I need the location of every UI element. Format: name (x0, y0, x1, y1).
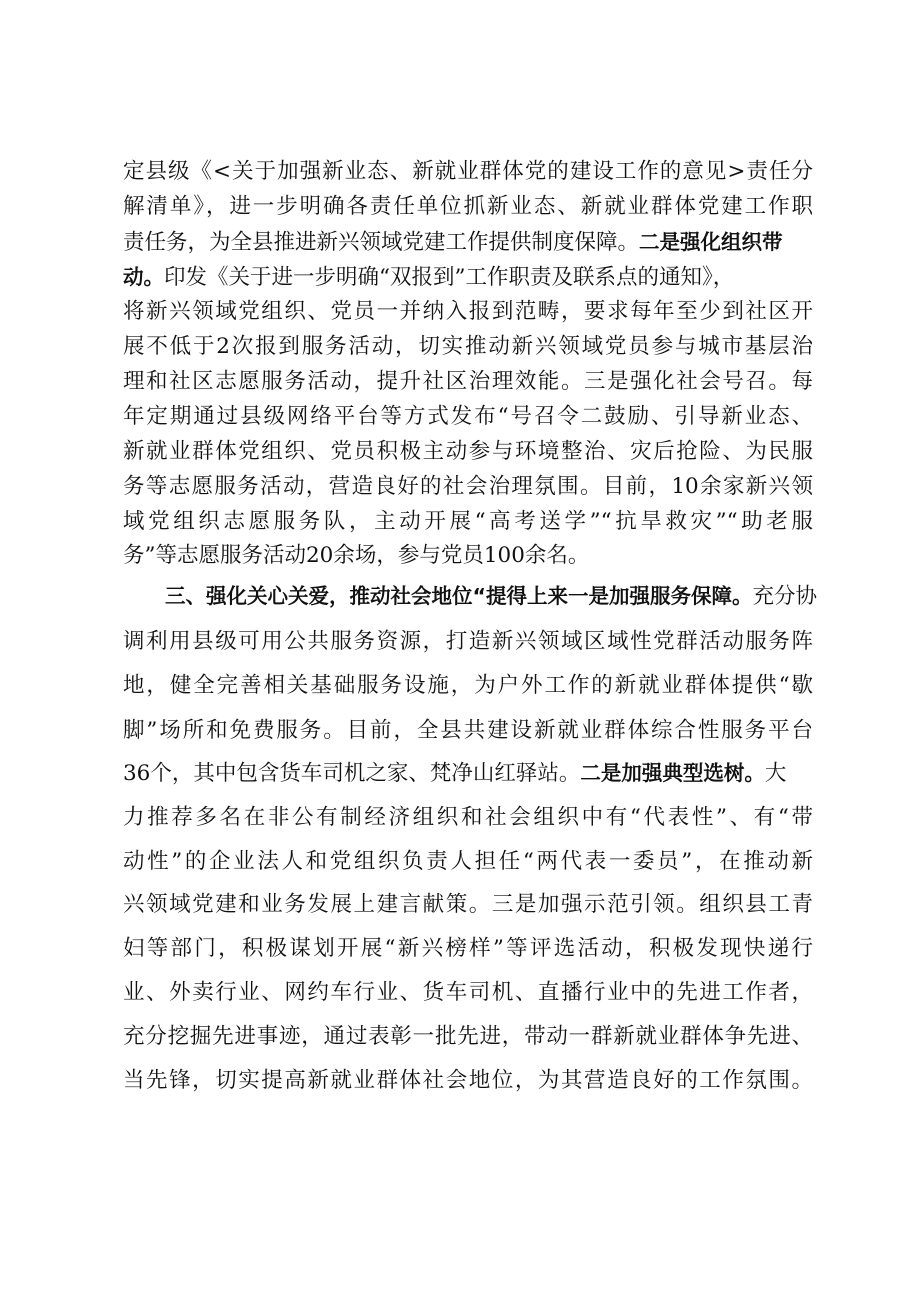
p1-line-10: 务等志愿服务活动，营造良好的社会治理氛围。目前，10余家新兴领 (123, 474, 813, 499)
p2-line-1 (165, 581, 817, 611)
p2-line-9: 妇等部门，积极谋划开展“新兴榜样”等评选活动，积极发现快递行 (123, 936, 813, 961)
p2-subheading-1: 一是加强服务保障。 (567, 584, 753, 608)
p2-line-1-text: 充分协 (752, 584, 817, 609)
p1-line-5: 将新兴领域党组织、党员一并纳入报到范畴，要求每年至少到社区开 (123, 299, 813, 324)
p2-subheading-2: 二是加强典型选树。 (580, 761, 765, 785)
p2-line-3: 地，健全完善相关基础服务设施，为户外工作的新就业群体提供“歇 (123, 673, 813, 698)
p2-line-2: 调利用县级可用公共服务资源，打造新兴领域区域性党群活动服务阵 (123, 629, 813, 654)
p2-line-6: 力推荐多名在非公有制经济组织和社会组织中有“代表性”、有“带 (123, 805, 813, 830)
p2-line-5-text: 36个，其中包含货车司机之家、梵净山红驿站。 (123, 761, 581, 786)
p1-heading-2-part2: 动。 (123, 265, 164, 289)
p1-line-2: 解清单》，进一步明确各责任单位抓新业态、新就业群体党建工作职 (123, 194, 813, 219)
p2-line-4: 脚”场所和免费服务。目前，全县共建设新就业群体综合性服务平台 (123, 718, 813, 743)
p1-line-4-text: 印发《关于进一步明确“双报到”工作职责及联系点的通知》， (164, 265, 735, 290)
p2-line-5-tail: 大 (764, 761, 787, 786)
p1-line-1: 定县级《<关于加强新业态、新就业群体党的建设工作的意见>责任分 (123, 159, 813, 184)
p2-line-8: 兴领域党建和业务发展上建言献策。三是加强示范引领。组织县工青 (123, 892, 813, 917)
p2-line-7: 动性”的企业法人和党组织负责人担任“两代表一委员”，在推动新 (123, 849, 813, 874)
p2-line-11: 充分挖掘先进事迹，通过表彰一批先进，带动一群新就业群体争先进、 (123, 1024, 813, 1049)
p1-line-4 (123, 262, 813, 292)
p1-line-6: 展不低于2次报到服务活动，切实推动新兴领域党员参与城市基层治 (123, 334, 813, 359)
p1-line-3 (123, 227, 813, 257)
p2-line-12: 当先锋，切实提高新就业群体社会地位，为其营造良好的工作氛围。 (123, 1068, 813, 1093)
p1-heading-2-part1: 二是强化组织带 (639, 230, 783, 254)
p1-line-7: 理和社区志愿服务活动，提升社区治理效能。三是强化社会号召。每 (123, 369, 813, 394)
p1-line-9: 新就业群体党组织、党员积极主动参与环境整治、灾后抢险、为民服 (123, 439, 813, 464)
p2-line-5 (123, 758, 813, 788)
p1-line-3-text: 责任务，为全县推进新兴领域党建工作提供制度保障。 (123, 230, 640, 255)
p1-line-11: 域党组织志愿服务队，主动开展“高考送学”“抗旱救灾”“助老服 (123, 509, 813, 534)
p2-line-10: 业、外卖行业、网约车行业、货车司机、直播行业中的先进工作者， (123, 980, 813, 1005)
p1-line-8: 年定期通过县级网络平台等方式发布“号召令二鼓励、引导新业态、 (123, 404, 813, 429)
p1-line-12: 务”等志愿服务活动20余场，参与党员100余名。 (123, 543, 590, 568)
p2-section-heading: 三、强化关心关爱，推动社会地位“提得上来 (165, 584, 568, 608)
